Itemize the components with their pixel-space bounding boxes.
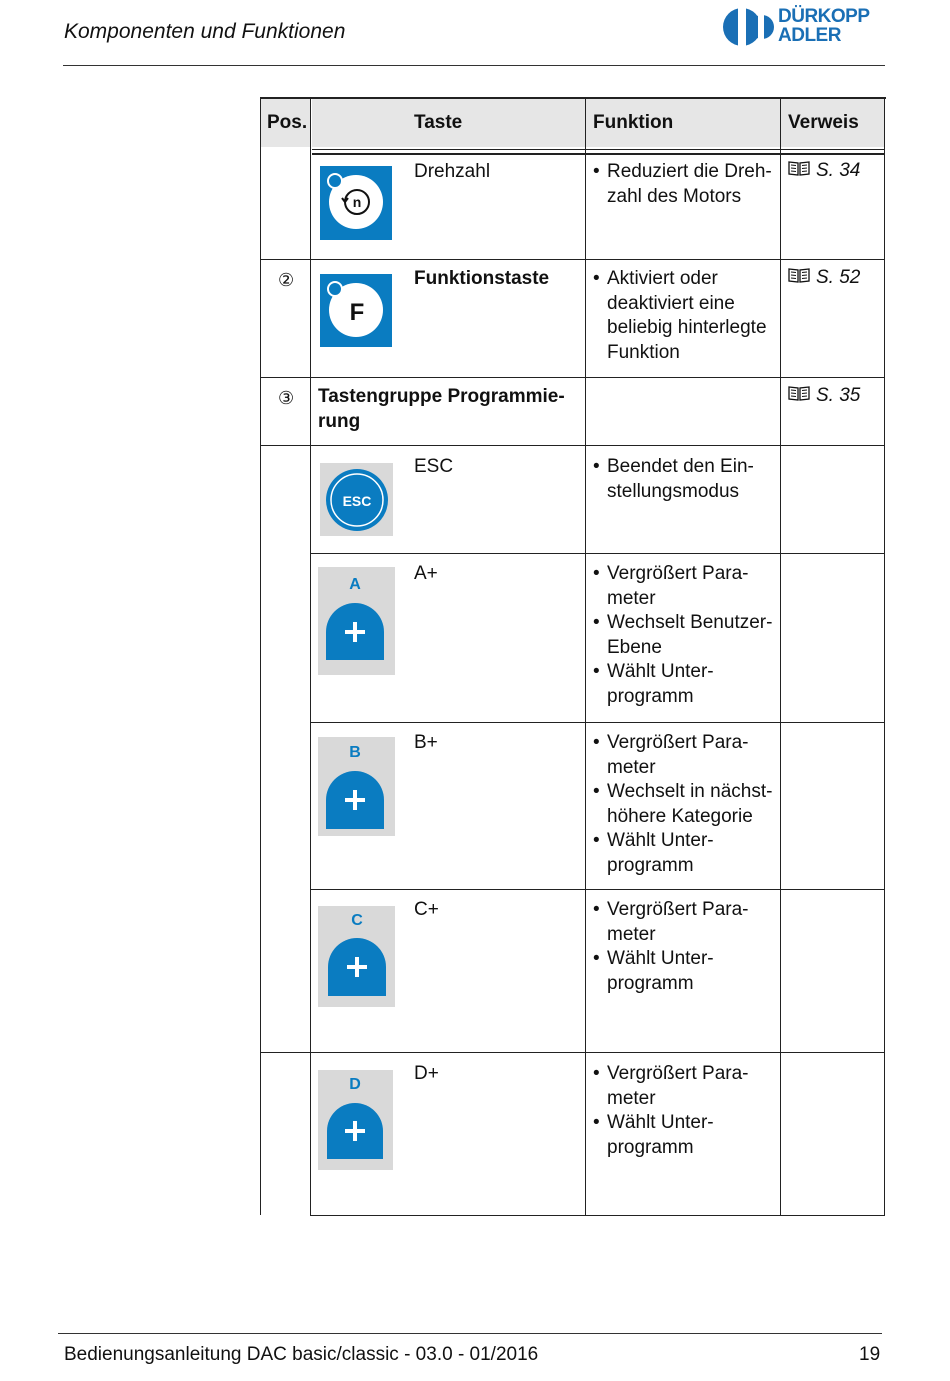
header-divider bbox=[312, 153, 885, 155]
book-icon bbox=[788, 160, 810, 182]
function-list bbox=[593, 898, 789, 996]
function-key-icon bbox=[320, 274, 392, 347]
page-reference: S. 35 bbox=[788, 385, 860, 407]
function-item: • Wählt Unter-programm bbox=[593, 829, 789, 878]
svg-text:D: D bbox=[349, 1076, 361, 1093]
column-header-taste: Taste bbox=[414, 112, 463, 133]
function-item: • Vergrößert Para-meter bbox=[593, 898, 789, 947]
group-label: Tastengruppe Programmie-rung bbox=[318, 386, 565, 432]
key-d-plus bbox=[318, 1070, 393, 1170]
key-label: Drehzahl bbox=[414, 161, 491, 182]
page-reference: S. 52 bbox=[788, 267, 860, 289]
header-divider bbox=[312, 149, 885, 150]
footer-document-title: Bedienungsanleitung DAC basic/classic - 03.0 - 01/2016 bbox=[64, 1344, 539, 1365]
function-item: • Vergrößert Para-meter bbox=[593, 1062, 789, 1111]
function-list bbox=[593, 731, 789, 878]
key-label: D+ bbox=[414, 1063, 439, 1084]
key-c-plus bbox=[318, 906, 395, 1007]
row-divider bbox=[260, 259, 885, 260]
table-left-border bbox=[260, 97, 261, 1215]
function-list bbox=[593, 455, 779, 504]
key-esc bbox=[320, 463, 393, 536]
key-label: A+ bbox=[414, 563, 438, 584]
table-right-border bbox=[884, 97, 885, 1216]
key-label: B+ bbox=[414, 732, 438, 753]
column-header-funktion: Funktion bbox=[593, 112, 674, 133]
function-item: • Beendet den Ein-stellungsmodus bbox=[593, 455, 779, 504]
esc-key-icon bbox=[320, 463, 393, 536]
key-funktionstaste bbox=[320, 274, 392, 347]
plus-key-d-icon bbox=[318, 1070, 393, 1170]
column-divider bbox=[310, 97, 311, 1216]
book-icon bbox=[788, 385, 810, 407]
svg-text:C: C bbox=[351, 912, 363, 929]
column-header-verweis: Verweis bbox=[788, 112, 859, 133]
row-divider bbox=[311, 889, 885, 890]
function-item: • Wählt Unter-programm bbox=[593, 660, 789, 709]
function-item: • Wechselt Benutzer-Ebene bbox=[593, 611, 789, 660]
svg-text:F: F bbox=[349, 299, 365, 326]
plus-key-a-icon bbox=[318, 567, 395, 675]
page-header-title: Komponenten und Funktionen bbox=[64, 20, 346, 43]
svg-text:B: B bbox=[349, 744, 361, 761]
function-list bbox=[593, 562, 789, 709]
column-header-pos: Pos. bbox=[267, 112, 308, 133]
column-divider bbox=[585, 97, 586, 1216]
function-item: • Vergrößert Para-meter bbox=[593, 562, 789, 611]
key-b-plus bbox=[318, 737, 395, 836]
footer-page-number: 19 bbox=[859, 1344, 881, 1365]
key-drehzahl bbox=[320, 166, 392, 240]
key-label: Funktionstaste bbox=[414, 268, 550, 289]
key-label: ESC bbox=[414, 456, 454, 477]
function-item: • Wechselt in nächst-höhere Kategorie bbox=[593, 780, 789, 829]
plus-key-c-icon bbox=[318, 906, 395, 1007]
book-icon bbox=[788, 267, 810, 289]
function-item: • Vergrößert Para-meter bbox=[593, 731, 789, 780]
table-bottom-border bbox=[311, 1215, 885, 1216]
row-divider bbox=[260, 445, 885, 446]
function-list bbox=[593, 1062, 789, 1160]
footer-rule bbox=[58, 1333, 882, 1334]
function-list bbox=[593, 267, 779, 365]
svg-text:ESC: ESC bbox=[342, 493, 372, 509]
function-item: • Wählt Unter-programm bbox=[593, 1111, 789, 1160]
row-divider bbox=[311, 553, 885, 554]
key-a-plus bbox=[318, 567, 395, 675]
row-divider bbox=[260, 377, 885, 378]
row-divider bbox=[311, 722, 885, 723]
svg-text:A: A bbox=[349, 576, 361, 593]
key-label: C+ bbox=[414, 899, 439, 920]
speed-icon bbox=[320, 166, 392, 240]
plus-key-b-icon bbox=[318, 737, 395, 836]
page-reference: S. 34 bbox=[788, 160, 860, 182]
table-top-border bbox=[260, 97, 886, 99]
function-list bbox=[593, 160, 779, 209]
svg-text:n: n bbox=[352, 194, 362, 210]
position-number: ③ bbox=[278, 388, 295, 408]
function-item: • Wählt Unter-programm bbox=[593, 947, 789, 996]
logo-text: DÜRKOPP ADLER bbox=[778, 6, 870, 46]
function-item: • Reduziert die Dreh-zahl des Motors bbox=[593, 160, 779, 209]
row-divider bbox=[260, 1052, 885, 1053]
position-number: ② bbox=[278, 270, 295, 290]
function-item: • Aktiviert oder deaktiviert eine beliebig hinterlegte Funktion bbox=[593, 267, 779, 365]
